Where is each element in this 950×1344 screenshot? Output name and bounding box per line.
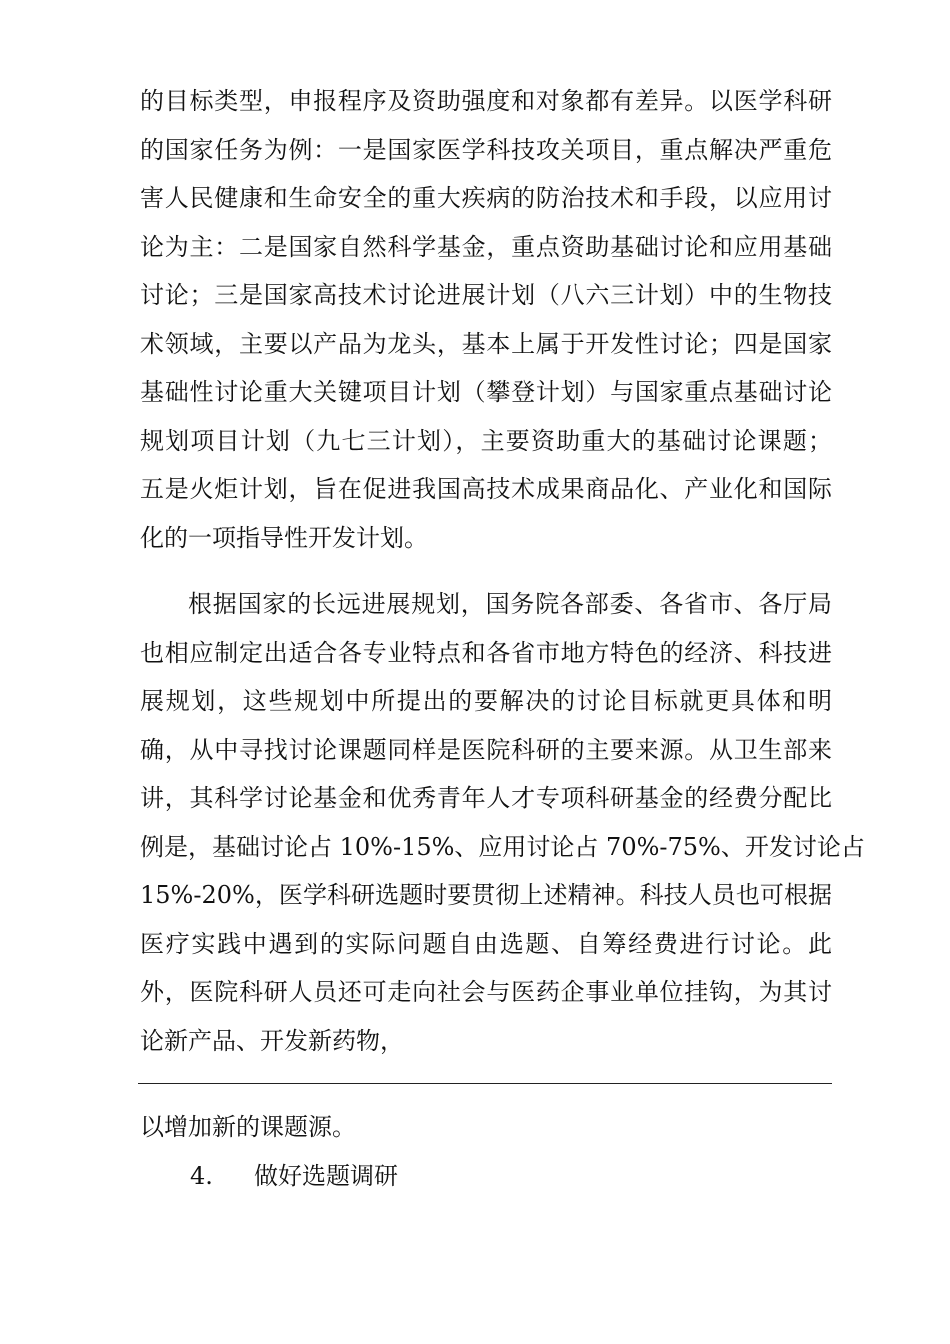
paragraph-line: 医疗实践中遇到的实际问题自由选题、自筹经费进行讨论。此	[140, 929, 832, 958]
paragraph-line: 也相应制定出适合各专业特点和各省市地方特色的经济、科技进	[140, 638, 832, 667]
paragraph-line: 五是火炬计划，旨在促进我国高技术成果商品化、产业化和国际	[140, 475, 832, 503]
paragraph-line: 例是，基础讨论占 10%-15%、应用讨论占 70%-75%、开发讨论占	[140, 832, 865, 861]
section-number: 4.	[190, 1162, 213, 1190]
paragraph-line: 化的一项指导性开发计划。	[140, 523, 428, 552]
paragraph-3	[140, 1103, 832, 1152]
section-heading	[190, 1152, 398, 1201]
paragraph-line: 根据国家的长远进展规划，国务院各部委、各省市、各厅局	[188, 590, 832, 618]
paragraph-line: 论为主：二是国家自然科学基金，重点资助基础讨论和应用基础	[140, 232, 832, 261]
paragraph-line: 讲，其科学讨论基金和优秀青年人才专项科研基金的经费分配比	[140, 784, 832, 812]
paragraph-line: 规划项目计划（九七三计划），主要资助重大的基础讨论课题；	[140, 426, 832, 455]
paragraph-line: 的目标类型，申报程序及资助强度和对象都有差异。以医学科研	[140, 87, 832, 115]
paragraph-line: 展规划，这些规划中所提出的要解决的讨论目标就更具体和明	[140, 687, 832, 715]
paragraph-line: 15%-20%，医学科研选题时要贯彻上述精神。科技人员也可根据	[140, 881, 832, 909]
page-divider	[138, 1083, 832, 1084]
paragraph-line: 基础性讨论重大关键项目计划（攀登计划）与国家重点基础讨论	[140, 378, 832, 406]
paragraph-2	[140, 580, 865, 1065]
section-title: 做好选题调研	[254, 1162, 398, 1190]
paragraph-line: 术领域，主要以产品为龙头，基本上属于开发性讨论；四是国家	[140, 329, 832, 358]
paragraph-line: 的国家任务为例：一是国家医学科技攻关项目，重点解决严重危	[140, 135, 832, 164]
paragraph-line: 害人民健康和生命安全的重大疾病的防治技术和手段，以应用讨	[140, 184, 832, 212]
paragraph-line: 以增加新的课题源。	[140, 1113, 356, 1141]
paragraph-line: 外，医院科研人员还可走向社会与医药企事业单位挂钩，为其讨	[140, 978, 832, 1006]
paragraph-1	[140, 77, 832, 562]
paragraph-line: 确，从中寻找讨论课题同样是医院科研的主要来源。从卫生部来	[140, 735, 832, 764]
paragraph-line: 论新产品、开发新药物，	[140, 1026, 404, 1055]
paragraph-line: 讨论；三是国家高技术讨论进展计划（八六三计划）中的生物技	[140, 281, 832, 309]
